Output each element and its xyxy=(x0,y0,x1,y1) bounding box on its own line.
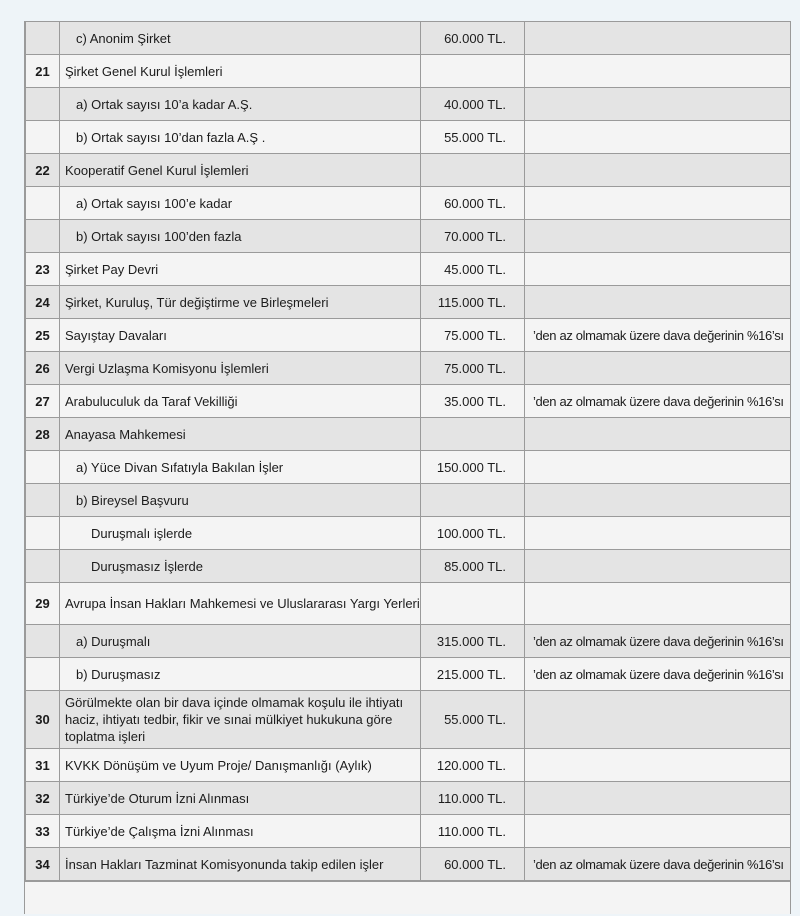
item-number xyxy=(26,550,60,583)
item-description: Şirket, Kuruluş, Tür değiştirme ve Birleşmeleri xyxy=(60,286,421,319)
table-row xyxy=(26,782,791,815)
item-description: b) Duruşmasız xyxy=(60,658,421,691)
item-fee: 75.000 TL. xyxy=(421,352,525,385)
item-description: İnsan Hakları Tazminat Komisyonunda takip edilen işler xyxy=(60,848,421,881)
item-fee: 60.000 TL. xyxy=(421,22,525,55)
item-number: 24 xyxy=(26,286,60,319)
item-fee: 55.000 TL. xyxy=(421,121,525,154)
item-note xyxy=(525,187,791,220)
item-number: 29 xyxy=(26,583,60,625)
table-row xyxy=(26,187,791,220)
table-row xyxy=(26,625,791,658)
item-note: ’den az olmamak üzere dava değerinin %16’sı xyxy=(525,319,791,352)
item-number: 23 xyxy=(26,253,60,286)
item-note xyxy=(525,782,791,815)
item-description: Duruşmalı işlerde xyxy=(60,517,421,550)
item-number: 28 xyxy=(26,418,60,451)
item-number xyxy=(26,625,60,658)
table-row xyxy=(26,286,791,319)
item-note xyxy=(525,121,791,154)
item-fee: 40.000 TL. xyxy=(421,88,525,121)
item-fee xyxy=(421,484,525,517)
item-fee: 110.000 TL. xyxy=(421,815,525,848)
table-row xyxy=(26,848,791,881)
item-note xyxy=(525,88,791,121)
table-row xyxy=(26,550,791,583)
table-row xyxy=(26,55,791,88)
item-number xyxy=(26,220,60,253)
item-fee: 55.000 TL. xyxy=(421,691,525,749)
fee-table-body xyxy=(26,22,791,881)
item-description: Avrupa İnsan Hakları Mahkemesi ve Uluslararası Yargı Yerleri xyxy=(60,583,421,625)
item-fee: 215.000 TL. xyxy=(421,658,525,691)
item-description: a) Ortak sayısı 10’a kadar A.Ş. xyxy=(60,88,421,121)
item-description: a) Yüce Divan Sıfatıyla Bakılan İşler xyxy=(60,451,421,484)
item-note xyxy=(525,691,791,749)
item-number: 34 xyxy=(26,848,60,881)
table-row xyxy=(26,583,791,625)
item-fee xyxy=(421,418,525,451)
item-description: Anayasa Mahkemesi xyxy=(60,418,421,451)
item-description: a) Ortak sayısı 100’e kadar xyxy=(60,187,421,220)
table-row xyxy=(26,451,791,484)
item-description: Duruşmasız İşlerde xyxy=(60,550,421,583)
item-fee: 120.000 TL. xyxy=(421,749,525,782)
table-row xyxy=(26,88,791,121)
item-number xyxy=(26,517,60,550)
item-description: b) Bireysel Başvuru xyxy=(60,484,421,517)
item-fee: 60.000 TL. xyxy=(421,848,525,881)
item-description: Şirket Genel Kurul İşlemleri xyxy=(60,55,421,88)
table-row xyxy=(26,418,791,451)
item-fee xyxy=(421,154,525,187)
item-description: b) Ortak sayısı 10’dan fazla A.Ş . xyxy=(60,121,421,154)
item-description: Şirket Pay Devri xyxy=(60,253,421,286)
item-fee: 35.000 TL. xyxy=(421,385,525,418)
item-note: ’den az olmamak üzere dava değerinin %16’sı xyxy=(525,625,791,658)
table-row xyxy=(26,385,791,418)
item-fee: 75.000 TL. xyxy=(421,319,525,352)
item-note xyxy=(525,253,791,286)
item-fee: 85.000 TL. xyxy=(421,550,525,583)
item-note xyxy=(525,154,791,187)
item-description: Görülmekte olan bir dava içinde olmamak koşulu ile ihtiyatı haciz, ihtiyatı tedbir, fikir ve sınai mülkiyet hukukuna göre toplatma işleri xyxy=(60,691,421,749)
item-description: Türkiye’de Çalışma İzni Alınması xyxy=(60,815,421,848)
item-number xyxy=(26,88,60,121)
item-description: a) Duruşmalı xyxy=(60,625,421,658)
table-row xyxy=(26,691,791,749)
item-note xyxy=(525,418,791,451)
item-number: 21 xyxy=(26,55,60,88)
item-description: Arabuluculuk da Taraf Vekilliği xyxy=(60,385,421,418)
item-note xyxy=(525,55,791,88)
fee-schedule xyxy=(24,21,791,914)
item-note xyxy=(525,451,791,484)
item-note xyxy=(525,583,791,625)
item-description: b) Ortak sayısı 100’den fazla xyxy=(60,220,421,253)
item-note xyxy=(525,517,791,550)
item-number: 30 xyxy=(26,691,60,749)
item-number xyxy=(26,121,60,154)
item-note xyxy=(525,484,791,517)
empty-footer-row xyxy=(25,881,790,914)
table-row xyxy=(26,253,791,286)
item-fee: 115.000 TL. xyxy=(421,286,525,319)
fee-table xyxy=(25,21,791,881)
item-fee: 315.000 TL. xyxy=(421,625,525,658)
table-row xyxy=(26,658,791,691)
item-number: 26 xyxy=(26,352,60,385)
table-row xyxy=(26,749,791,782)
table-row xyxy=(26,517,791,550)
item-fee xyxy=(421,583,525,625)
item-note xyxy=(525,220,791,253)
item-number: 27 xyxy=(26,385,60,418)
item-fee: 150.000 TL. xyxy=(421,451,525,484)
item-fee: 110.000 TL. xyxy=(421,782,525,815)
item-fee: 45.000 TL. xyxy=(421,253,525,286)
item-number: 25 xyxy=(26,319,60,352)
table-row xyxy=(26,319,791,352)
item-note: ’den az olmamak üzere dava değerinin %16’sı xyxy=(525,658,791,691)
item-number xyxy=(26,484,60,517)
table-row xyxy=(26,121,791,154)
item-description: Kooperatif Genel Kurul İşlemleri xyxy=(60,154,421,187)
item-note: ’den az olmamak üzere dava değerinin %16’sı xyxy=(525,385,791,418)
item-note xyxy=(525,22,791,55)
item-number: 33 xyxy=(26,815,60,848)
item-fee: 70.000 TL. xyxy=(421,220,525,253)
item-number xyxy=(26,658,60,691)
item-fee: 100.000 TL. xyxy=(421,517,525,550)
item-note xyxy=(525,749,791,782)
item-description: Vergi Uzlaşma Komisyonu İşlemleri xyxy=(60,352,421,385)
item-description: c) Anonim Şirket xyxy=(60,22,421,55)
item-note xyxy=(525,352,791,385)
item-fee: 60.000 TL. xyxy=(421,187,525,220)
item-number xyxy=(26,187,60,220)
item-description: KVKK Dönüşüm ve Uyum Proje/ Danışmanlığı (Aylık) xyxy=(60,749,421,782)
item-fee xyxy=(421,55,525,88)
item-number xyxy=(26,451,60,484)
table-row xyxy=(26,352,791,385)
table-row xyxy=(26,22,791,55)
item-number xyxy=(26,22,60,55)
item-note xyxy=(525,815,791,848)
table-row xyxy=(26,484,791,517)
item-description: Türkiye’de Oturum İzni Alınması xyxy=(60,782,421,815)
item-note: ’den az olmamak üzere dava değerinin %16’sı xyxy=(525,848,791,881)
item-note xyxy=(525,286,791,319)
table-row xyxy=(26,220,791,253)
item-number: 22 xyxy=(26,154,60,187)
item-number: 32 xyxy=(26,782,60,815)
table-row xyxy=(26,154,791,187)
item-description: Sayıştay Davaları xyxy=(60,319,421,352)
item-note xyxy=(525,550,791,583)
table-row xyxy=(26,815,791,848)
item-number: 31 xyxy=(26,749,60,782)
